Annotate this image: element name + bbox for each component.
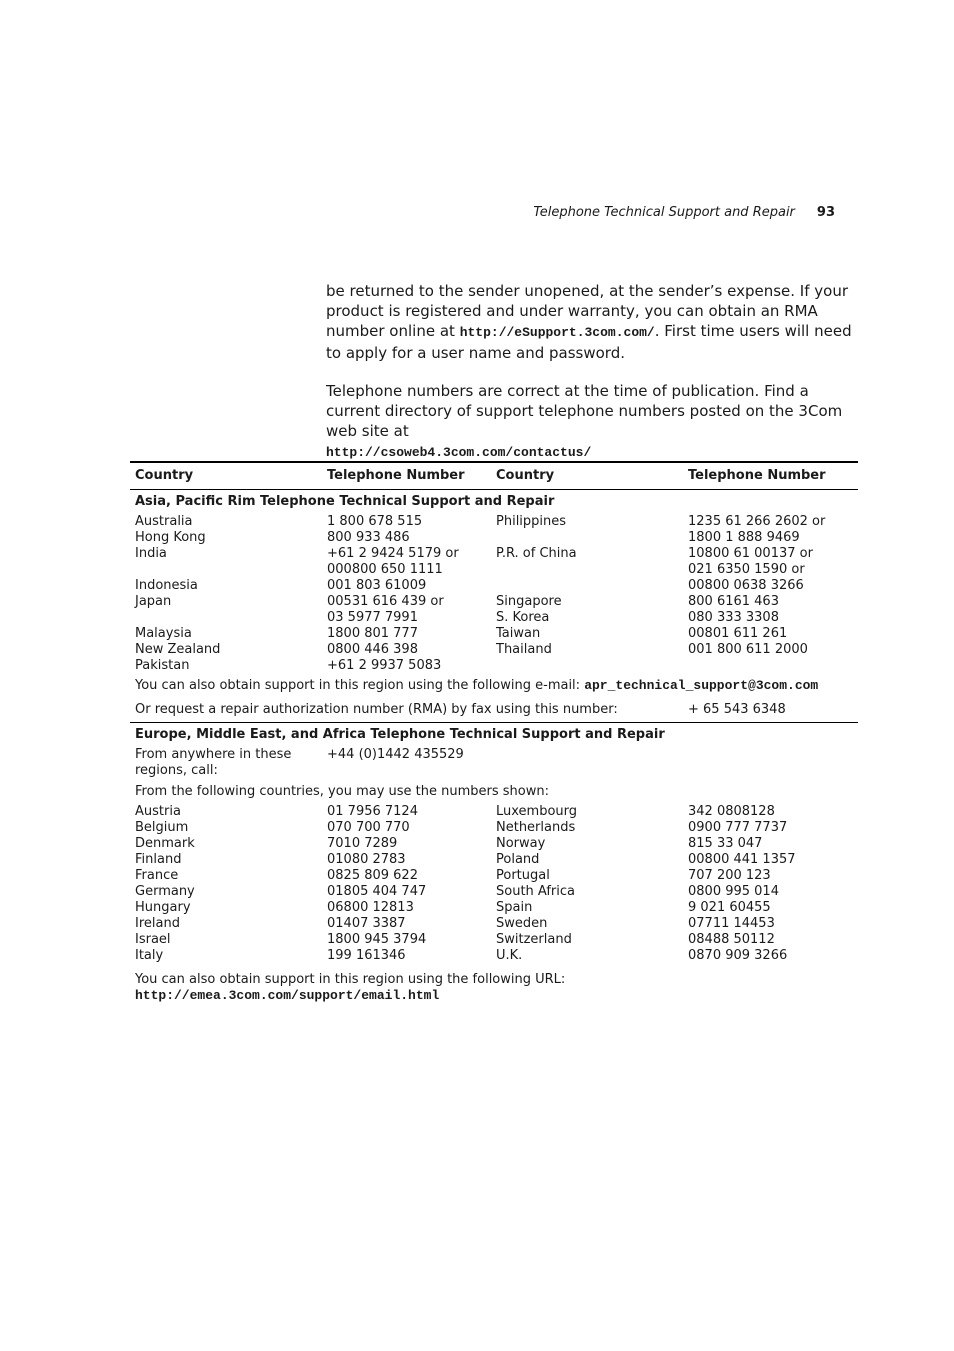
cell-telephone: 7010 7289: [327, 836, 398, 851]
table-row: [130, 852, 858, 868]
cell-telephone: 1800 945 3794: [327, 932, 427, 947]
cell-telephone: 0800 446 398: [327, 642, 418, 657]
column-header-telephone: Telephone Number: [327, 468, 465, 483]
emea-anywhere-number: +44 (0)1442 435529: [327, 747, 464, 762]
emea-url-link[interactable]: http://emea.3com.com/support/email.html: [135, 988, 440, 1003]
cell-telephone: 06800 12813: [327, 900, 414, 915]
emea-url-row: [130, 988, 858, 1004]
cell-country-2: Sweden: [496, 916, 548, 931]
cell-telephone-2: 9 021 60455: [688, 900, 771, 915]
intro-paragraph-directory: [326, 381, 856, 463]
table-row: [130, 820, 858, 836]
cell-telephone: 1800 801 777: [327, 626, 418, 641]
cell-country-2: Norway: [496, 836, 546, 851]
cell-country-2: Luxembourg: [496, 804, 578, 819]
cell-country: Ireland: [135, 916, 180, 931]
cell-telephone: 000800 650 1111: [327, 562, 443, 577]
cell-country-2: Spain: [496, 900, 533, 915]
cell-country-2: Netherlands: [496, 820, 576, 835]
cell-telephone-2: 001 800 611 2000: [688, 642, 808, 657]
cell-telephone: 199 161346: [327, 948, 406, 963]
cell-country: Hong Kong: [135, 530, 206, 545]
cell-country: Denmark: [135, 836, 195, 851]
table-row: [130, 836, 858, 852]
cell-country: Germany: [135, 884, 195, 899]
cell-country: Indonesia: [135, 578, 198, 593]
column-header-telephone-2: Telephone Number: [688, 468, 826, 483]
cell-telephone: 00531 616 439 or: [327, 594, 444, 609]
cell-country-2: S. Korea: [496, 610, 550, 625]
contactus-link[interactable]: http://csoweb4.3com.com/contactus/: [326, 445, 592, 460]
asia-email-line: [135, 678, 818, 694]
table-row: [130, 594, 858, 610]
asia-section-title: [130, 490, 858, 514]
cell-telephone: 0825 809 622: [327, 868, 418, 883]
cell-telephone-2: 080 333 3308: [688, 610, 779, 625]
cell-country-2: South Africa: [496, 884, 575, 899]
intro-p2-text: Telephone numbers are correct at the time of publication. Find a current directory of support telephone numbers posted on the 3Com web site at: [326, 382, 843, 440]
cell-telephone-2: 0800 995 014: [688, 884, 779, 899]
cell-telephone: 03 5977 7991: [327, 610, 418, 625]
intro-p1-text-a: be returned to the sender unopened, at the sender’s expense. If your product is registered and under warranty, you can obtain an RMA number online at: [326, 282, 849, 340]
table-row: [130, 610, 858, 626]
emea-anywhere-row: [130, 747, 858, 780]
table-row: [130, 932, 858, 948]
cell-telephone: 01 7956 7124: [327, 804, 418, 819]
cell-telephone: 01805 404 747: [327, 884, 427, 899]
cell-country: Australia: [135, 514, 193, 529]
cell-telephone-2: 00800 441 1357: [688, 852, 796, 867]
cell-telephone: +61 2 9937 5083: [327, 658, 442, 673]
emea-url-text-row: [130, 972, 858, 988]
table-row: [130, 578, 858, 594]
table-row: [130, 948, 858, 964]
emea-following-row: [130, 780, 858, 804]
cell-telephone: 01407 3387: [327, 916, 406, 931]
cell-telephone-2: 800 6161 463: [688, 594, 779, 609]
asia-section-title-text: Asia, Pacific Rim Telephone Technical Support and Repair: [135, 494, 555, 509]
cell-country: Hungary: [135, 900, 191, 915]
cell-telephone-2: 707 200 123: [688, 868, 771, 883]
cell-telephone: 070 700 770: [327, 820, 410, 835]
cell-telephone: 1 800 678 515: [327, 514, 423, 529]
column-header-country: Country: [135, 468, 194, 483]
asia-fax-text: Or request a repair authorization number (RMA) by fax using this number:: [135, 702, 618, 717]
cell-country: Pakistan: [135, 658, 190, 673]
emea-section-title: [130, 723, 858, 747]
emea-anywhere-label: From anywhere in these regions, call:: [135, 747, 292, 778]
asia-fax-row: [130, 698, 858, 722]
cell-country-2: U.K.: [496, 948, 523, 963]
cell-telephone: 001 803 61009: [327, 578, 427, 593]
cell-country-2: Philippines: [496, 514, 567, 529]
cell-country: India: [135, 546, 167, 561]
cell-country-2: Poland: [496, 852, 540, 867]
cell-telephone-2: 1800 1 888 9469: [688, 530, 800, 545]
cell-country-2: Thailand: [496, 642, 552, 657]
table-row: [130, 546, 858, 562]
esupport-link[interactable]: http://eSupport.3com.com/: [459, 325, 655, 340]
cell-telephone-2: 10800 61 00137 or: [688, 546, 813, 561]
cell-telephone-2: 08488 50112: [688, 932, 775, 947]
table-row: [130, 868, 858, 884]
support-phone-table: [130, 461, 858, 1004]
table-row: [130, 514, 858, 530]
asia-email-text: You can also obtain support in this region using the following e-mail:: [135, 678, 585, 693]
cell-telephone: 01080 2783: [327, 852, 406, 867]
cell-country: Finland: [135, 852, 182, 867]
cell-telephone-2: 0900 777 7737: [688, 820, 788, 835]
cell-country-2: Taiwan: [496, 626, 541, 641]
cell-telephone-2: 00801 611 261: [688, 626, 788, 641]
cell-country: Malaysia: [135, 626, 192, 641]
table-row: [130, 562, 858, 578]
intro-text: [326, 281, 856, 481]
table-row: [130, 804, 858, 820]
cell-country: Japan: [135, 594, 172, 609]
emea-rows: [130, 804, 858, 964]
page-number: 93: [816, 205, 835, 220]
cell-country: Italy: [135, 948, 164, 963]
asia-fax-number: + 65 543 6348: [688, 702, 786, 717]
running-head: [0, 205, 835, 220]
emea-following-text: From the following countries, you may use the numbers shown:: [135, 784, 549, 799]
cell-country: Belgium: [135, 820, 189, 835]
table-row: [130, 884, 858, 900]
emea-url-text: You can also obtain support in this region using the following URL:: [135, 972, 566, 987]
table-header-row: [130, 463, 858, 490]
running-head-title: Telephone Technical Support and Repair: [533, 205, 795, 220]
cell-country: France: [135, 868, 179, 883]
cell-telephone-2: 1235 61 266 2602 or: [688, 514, 826, 529]
table-row: [130, 642, 858, 658]
intro-paragraph-rma: [326, 281, 856, 363]
intro-p1-text-b: . First time users will need to apply for a user name and password.: [326, 322, 852, 362]
cell-telephone: +61 2 9424 5179 or: [327, 546, 459, 561]
cell-country: Austria: [135, 804, 181, 819]
cell-telephone-2: 021 6350 1590 or: [688, 562, 805, 577]
cell-country: New Zealand: [135, 642, 221, 657]
table-row: [130, 658, 858, 674]
asia-email-link[interactable]: apr_technical_support@3com.com: [584, 678, 819, 693]
asia-rows: [130, 514, 858, 674]
table-row: [130, 916, 858, 932]
emea-section-title-text: Europe, Middle East, and Africa Telephone Technical Support and Repair: [135, 727, 665, 742]
cell-telephone-2: 0870 909 3266: [688, 948, 788, 963]
cell-country: Israel: [135, 932, 171, 947]
cell-telephone-2: 342 0808128: [688, 804, 775, 819]
cell-country-2: Switzerland: [496, 932, 572, 947]
asia-email-row: [130, 674, 858, 698]
table-row: [130, 530, 858, 546]
cell-telephone: 800 933 486: [327, 530, 410, 545]
table-row: [130, 900, 858, 916]
column-header-country-2: Country: [496, 468, 555, 483]
cell-telephone-2: 07711 14453: [688, 916, 775, 931]
table-row: [130, 626, 858, 642]
cell-telephone-2: 00800 0638 3266: [688, 578, 804, 593]
cell-country-2: Portugal: [496, 868, 550, 883]
cell-country-2: Singapore: [496, 594, 562, 609]
cell-country-2: P.R. of China: [496, 546, 577, 561]
cell-telephone-2: 815 33 047: [688, 836, 763, 851]
